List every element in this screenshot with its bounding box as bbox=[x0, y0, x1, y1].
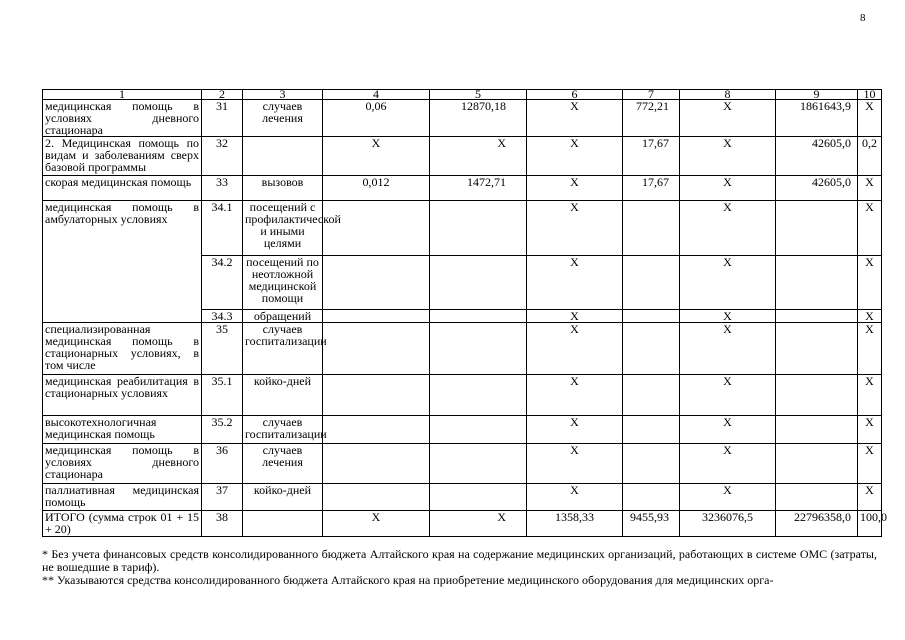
cell-9: 1861643,9 bbox=[776, 100, 858, 137]
cell-5 bbox=[430, 323, 527, 375]
cell-9: 42605,0 bbox=[776, 176, 858, 201]
cell-6: X bbox=[527, 310, 623, 323]
unit bbox=[243, 137, 323, 176]
row-label: медицинская помощь в амбулаторных условиях bbox=[43, 201, 202, 323]
col-header-2: 2 bbox=[202, 90, 243, 100]
col-header-10: 10 bbox=[858, 90, 882, 100]
cell-7 bbox=[623, 201, 680, 256]
cell-5 bbox=[430, 444, 527, 484]
row-code: 34.2 bbox=[202, 256, 243, 310]
cell-10: X bbox=[858, 176, 882, 201]
cell-10: X bbox=[858, 484, 882, 511]
row-code: 35.2 bbox=[202, 416, 243, 444]
unit bbox=[243, 511, 323, 537]
cell-5: X bbox=[430, 137, 527, 176]
cell-4: X bbox=[323, 137, 430, 176]
cell-6: X bbox=[527, 444, 623, 484]
table-row bbox=[43, 137, 882, 176]
cell-6: X bbox=[527, 375, 623, 416]
unit: вызовов bbox=[243, 176, 323, 201]
row-code: 35.1 bbox=[202, 375, 243, 416]
cell-7 bbox=[623, 444, 680, 484]
cell-4: X bbox=[323, 511, 430, 537]
cell-5 bbox=[430, 416, 527, 444]
cell-6: X bbox=[527, 416, 623, 444]
cell-8: X bbox=[680, 176, 776, 201]
cell-8: X bbox=[680, 416, 776, 444]
table-row bbox=[43, 201, 882, 256]
cell-9 bbox=[776, 201, 858, 256]
row-code: 38 bbox=[202, 511, 243, 537]
cell-7 bbox=[623, 310, 680, 323]
row-code: 34.1 bbox=[202, 201, 243, 256]
cell-10: X bbox=[858, 375, 882, 416]
footnotes bbox=[42, 548, 877, 587]
col-header-3: 3 bbox=[243, 90, 323, 100]
cell-8: X bbox=[680, 137, 776, 176]
table-row bbox=[43, 176, 882, 201]
cell-5 bbox=[430, 201, 527, 256]
unit: посещений по неотложной медицинской помощи bbox=[243, 256, 323, 310]
cell-6: X bbox=[527, 323, 623, 375]
col-header-1: 1 bbox=[43, 90, 202, 100]
cell-7: 17,67 bbox=[623, 137, 680, 176]
row-code: 35 bbox=[202, 323, 243, 375]
cell-9 bbox=[776, 416, 858, 444]
cell-4 bbox=[323, 484, 430, 511]
row-label: 2. Медицинская помощь по видам и заболеваниям сверх базовой программы bbox=[43, 137, 202, 176]
col-header-4: 4 bbox=[323, 90, 430, 100]
row-label: специализированная медицинская помощь в стационарных условиях, в том числе bbox=[43, 323, 202, 375]
cell-8: X bbox=[680, 375, 776, 416]
cell-5 bbox=[430, 256, 527, 310]
col-header-5: 5 bbox=[430, 90, 527, 100]
table-row bbox=[43, 100, 882, 137]
table-row bbox=[43, 323, 882, 375]
unit: койко-дней bbox=[243, 484, 323, 511]
cell-9 bbox=[776, 444, 858, 484]
unit: обращений bbox=[243, 310, 323, 323]
cell-10: X bbox=[858, 310, 882, 323]
unit: койко-дней bbox=[243, 375, 323, 416]
cell-4: 0,06 bbox=[323, 100, 430, 137]
row-label: медицинская реабилитация в стационарных условиях bbox=[43, 375, 202, 416]
row-code: 32 bbox=[202, 137, 243, 176]
row-label: паллиативная медицинская помощь bbox=[43, 484, 202, 511]
cell-7 bbox=[623, 484, 680, 511]
cell-6: 1358,33 bbox=[527, 511, 623, 537]
cell-4 bbox=[323, 444, 430, 484]
col-header-6: 6 bbox=[527, 90, 623, 100]
cell-10: 100,0 bbox=[858, 511, 882, 537]
cell-10: 0,2 bbox=[858, 137, 882, 176]
cell-8: 3236076,5 bbox=[680, 511, 776, 537]
table-row bbox=[43, 444, 882, 484]
cell-6: X bbox=[527, 201, 623, 256]
table-row-total bbox=[43, 511, 882, 537]
cell-8: X bbox=[680, 256, 776, 310]
row-label: медицинская помощь в условиях дневного стационара bbox=[43, 100, 202, 137]
cell-6: X bbox=[527, 484, 623, 511]
cell-10: X bbox=[858, 201, 882, 256]
cell-9 bbox=[776, 310, 858, 323]
cell-7: 17,67 bbox=[623, 176, 680, 201]
cell-8: X bbox=[680, 310, 776, 323]
footnote-1: * Без учета финансовых средств консолидированного бюджета Алтайского края на содержание медицинских организаций, работающих в системе ОМС (затраты, не вошедшие в тариф). bbox=[42, 547, 877, 574]
cell-5: X bbox=[430, 511, 527, 537]
table-row bbox=[43, 484, 882, 511]
cell-5 bbox=[430, 484, 527, 511]
row-code: 37 bbox=[202, 484, 243, 511]
cell-10: X bbox=[858, 323, 882, 375]
cell-7 bbox=[623, 416, 680, 444]
unit: посещений с профилактической и иными целями bbox=[243, 201, 323, 256]
cell-7 bbox=[623, 256, 680, 310]
unit: случаев лечения bbox=[243, 100, 323, 137]
cell-7 bbox=[623, 375, 680, 416]
cell-9: 22796358,0 bbox=[776, 511, 858, 537]
cell-7: 9455,93 bbox=[623, 511, 680, 537]
cell-9 bbox=[776, 484, 858, 511]
row-code: 31 bbox=[202, 100, 243, 137]
unit: случаев лечения bbox=[243, 444, 323, 484]
col-header-7: 7 bbox=[623, 90, 680, 100]
cell-4: 0,012 bbox=[323, 176, 430, 201]
cell-8: X bbox=[680, 444, 776, 484]
cell-8: X bbox=[680, 201, 776, 256]
cell-5: 1472,71 bbox=[430, 176, 527, 201]
col-header-9: 9 bbox=[776, 90, 858, 100]
cell-4 bbox=[323, 323, 430, 375]
unit: случаев госпитализации bbox=[243, 323, 323, 375]
cell-9 bbox=[776, 256, 858, 310]
cell-4 bbox=[323, 375, 430, 416]
unit: случаев госпитализации bbox=[243, 416, 323, 444]
cell-5: 12870,18 bbox=[430, 100, 527, 137]
cell-6: X bbox=[527, 100, 623, 137]
row-code: 34.3 bbox=[202, 310, 243, 323]
footnote-2: ** Указываются средства консолидированного бюджета Алтайского края на приобретение медицинского оборудования для медицинских орга- bbox=[42, 573, 774, 587]
column-number-row bbox=[43, 90, 882, 100]
cell-7: 772,21 bbox=[623, 100, 680, 137]
tariff-table bbox=[42, 87, 887, 537]
cell-9 bbox=[776, 323, 858, 375]
row-label: высокотехнологичная медицинская помощь bbox=[43, 416, 202, 444]
cell-10: X bbox=[858, 416, 882, 444]
cell-10: X bbox=[858, 100, 882, 137]
page-number: 8 bbox=[860, 12, 866, 24]
cell-4 bbox=[323, 256, 430, 310]
cell-4 bbox=[323, 416, 430, 444]
cell-5 bbox=[430, 310, 527, 323]
cell-9: 42605,0 bbox=[776, 137, 858, 176]
cell-4 bbox=[323, 310, 430, 323]
cell-9 bbox=[776, 375, 858, 416]
cell-8: X bbox=[680, 323, 776, 375]
cell-4 bbox=[323, 201, 430, 256]
cell-7 bbox=[623, 323, 680, 375]
total-label: ИТОГО (сумма строк 01 + 15 + 20) bbox=[43, 511, 202, 537]
cell-6: X bbox=[527, 176, 623, 201]
row-label: скорая медицинская помощь bbox=[43, 176, 202, 201]
col-header-8: 8 bbox=[680, 90, 776, 100]
row-label: медицинская помощь в условиях дневного стационара bbox=[43, 444, 202, 484]
row-code: 36 bbox=[202, 444, 243, 484]
cell-10: X bbox=[858, 256, 882, 310]
cell-10: X bbox=[858, 444, 882, 484]
table-row bbox=[43, 416, 882, 444]
table-row bbox=[43, 375, 882, 416]
row-code: 33 bbox=[202, 176, 243, 201]
cell-6: X bbox=[527, 256, 623, 310]
cell-6: X bbox=[527, 137, 623, 176]
cell-5 bbox=[430, 375, 527, 416]
cell-8: X bbox=[680, 100, 776, 137]
cell-8: X bbox=[680, 484, 776, 511]
